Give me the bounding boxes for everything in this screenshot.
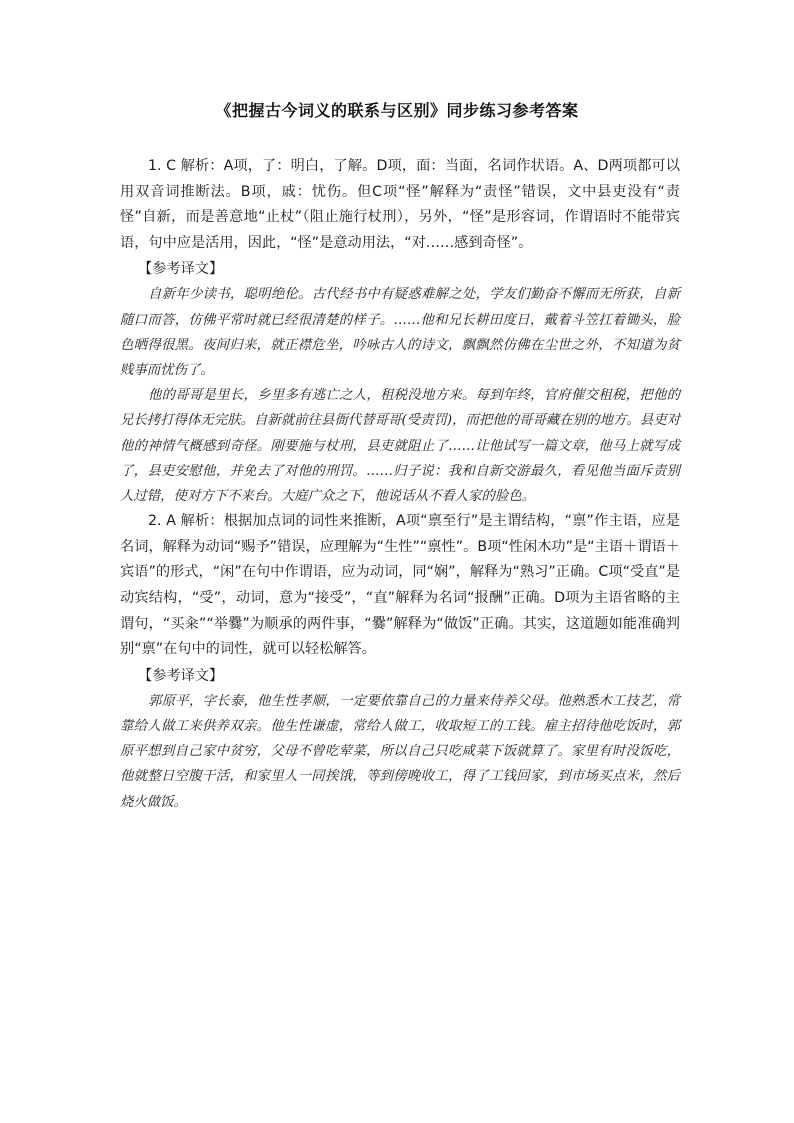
translation-paragraph-2a: 郭原平，字长泰，他生性孝顺，一定要依靠自己的力量来侍养父母。他熟悉木工技艺，常靠给人做工来供养双亲。他生性谦虚，常给人做工，收取短工的工钱。雇主招待他吃饭时，郭原平想到自己家中贫穷，父母不曾吃荤菜，所以自己只吃咸菜下饭就算了。家里有时没饭吃，他就整日空腹干活，和家里人一同挨饿，等到傍晚收工，得了工钱回家，到市场买点米，然后烧火做饭。 [120,693,680,810]
reference-translation-heading-1: 【参考译文】 [138,261,224,278]
answer-explanation-2: 2. A 解析：根据加点词的词性来推断，A项“禀至行”是主谓结构，“禀”作主语，应是名词，解释为动词“赐予”错误，应理解为“生性”“禀性”。B项“性闲木功”是“主语＋谓语＋宾语”的形式，“闲”在句中作谓语，应为动词，同“娴”，解释为“熟习”正确。C项“受直”是动宾结构，“受”，动词，意为“接受”，“直”解释为名词“报酬”正确。D项为主语省略的主谓句，“买籴”“举爨”为顺承的两件事，“爨”解释为“做饭”正确。其实，这道题如能准确判别“禀”在句中的词性，就可以轻松解答。 [120,513,680,658]
document-title: 《把握古今词义的联系与区别》同步练习参考答案 [215,101,579,120]
answer-section-1 [120,154,680,509]
translation-paragraph-1a: 自新年少读书，聪明绝伦。古代经书中有疑惑难解之处，学友们勤奋不懈而无所获，自新随口而答，仿佛平常时就已经很清楚的样子。……他和兄长耕田度日，戴着斗笠扛着锄头，脸色晒得很黑。夜间归来，就正襟危坐，吟咏古人的诗文，飘飘然仿佛在尘世之外，不知道为贫贱事而忧伤了。 [120,287,680,378]
answer-explanation-1: 1. C 解析：A项，了：明白，了解。D项，面：当面，名词作状语。A、D两项都可以用双音词推断法。B项，戚：忧伤。但C项“怪”解释为“责怪”错误，文中县吏没有“责怪”自新，而是善意地“止杖”（阻止施行杖刑），另外，“怪”是形容词，作谓语时不能带宾语，句中应是活用，因此，“怪”是意动用法，“对……感到奇怪”。 [120,158,680,251]
document-body [120,154,680,815]
translation-paragraph-1b: 他的哥哥是里长，乡里多有逃亡之人，租税没地方来。每到年终，官府催交租税，把他的兄长拷打得体无完肤。自新就前往县衙代替哥哥(受责罚)，而把他的哥哥藏在别的地方。县吏对他的神情气概感到奇怪。刚要施与杖刑，县吏就阻止了……让他试写一篇文章，他马上就写成了，县吏安慰他，并免去了对他的刑罚。……归子说：我和自新交游最久，看见他当面斥责别人过错，使对方下不来台。大庭广众之下，他说话从不看人家的脸色。 [120,388,680,504]
answer-section-2 [120,509,680,815]
reference-translation-heading-2: 【参考译文】 [138,667,224,684]
